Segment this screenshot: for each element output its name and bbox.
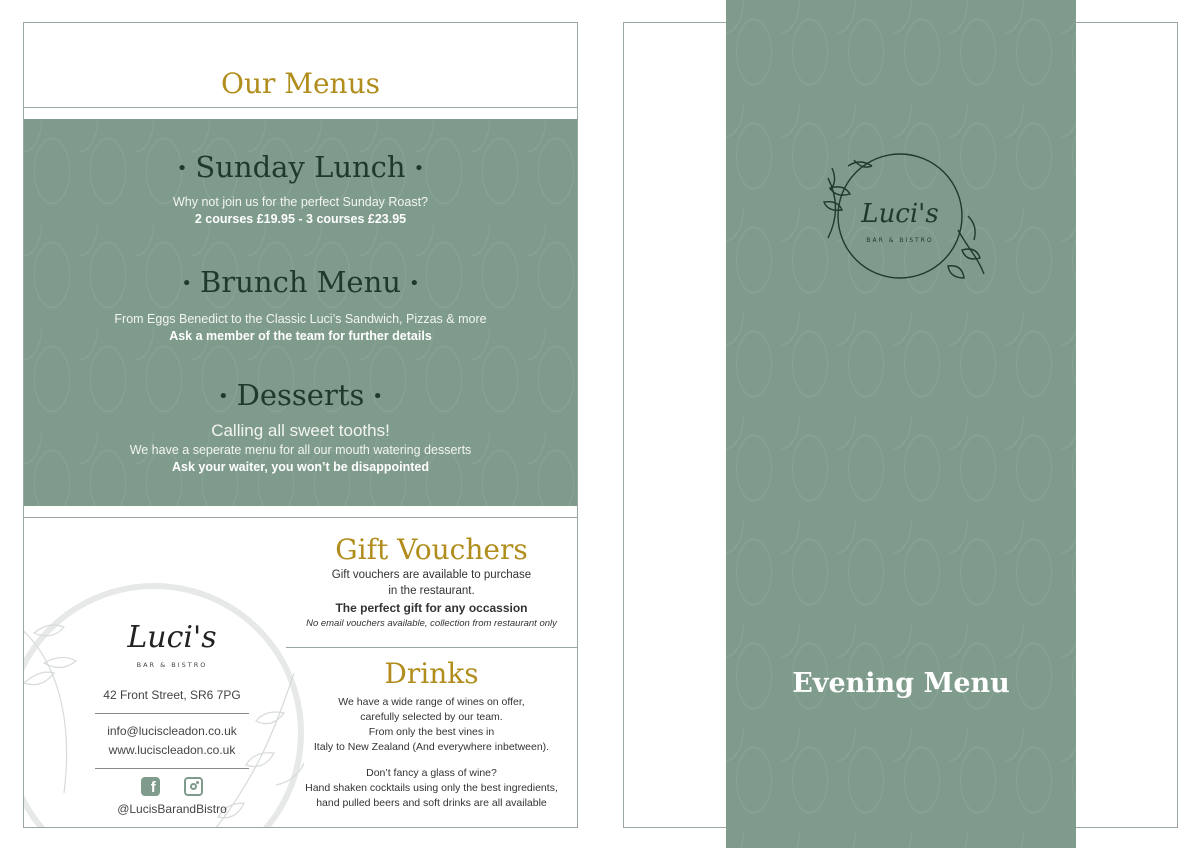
desserts-note: Ask your waiter, you won’t be disappointed <box>172 460 429 474</box>
cover-strip <box>726 0 1076 848</box>
our-menus-title: Our Menus <box>221 67 380 100</box>
website-link[interactable]: www.luciscleadon.co.uk <box>108 743 236 757</box>
email-link[interactable]: info@luciscleadon.co.uk <box>107 724 237 738</box>
drinks-line: Don’t fancy a glass of wine? <box>366 767 497 779</box>
lucis-cover-logo <box>808 138 992 298</box>
lucis-logo <box>72 603 272 671</box>
drinks-line: We have a wide range of wines on offer, <box>338 696 525 708</box>
brunch-desc: From Eggs Benedict to the Classic Luci’s Sandwich, Pizzas & more <box>114 312 487 326</box>
vouchers-line: Gift vouchers are available to purchase <box>331 569 532 581</box>
desserts-section <box>24 378 577 476</box>
divider <box>95 768 249 769</box>
bullet-icon: • <box>372 386 383 407</box>
sunday-lunch-section <box>24 150 577 228</box>
brunch-section <box>24 265 577 345</box>
cover-logo-sub: BAR & BISTRO <box>866 237 934 244</box>
drinks-line: hand pulled beers and soft drinks are all available <box>316 797 547 809</box>
bullet-icon: • <box>218 386 229 407</box>
evening-menu-title: Evening Menu <box>792 668 1010 699</box>
bullet-icon: • <box>408 273 420 294</box>
brunch-heading: Brunch Menu <box>200 265 401 299</box>
drinks-line: Hand shaken cocktails using only the best ingredients, <box>305 782 558 794</box>
social-icons <box>72 777 272 796</box>
vouchers-line: in the restaurant. <box>388 585 475 597</box>
divider <box>24 107 577 108</box>
brunch-note: Ask a member of the team for further details <box>169 329 432 343</box>
sunday-lunch-desc: Why not join us for the perfect Sunday Roast? <box>173 195 428 209</box>
bullet-icon: • <box>413 158 425 179</box>
drinks-line: carefully selected by our team. <box>360 711 503 723</box>
bullet-icon: • <box>181 273 193 294</box>
drinks-line: Italy to New Zealand (And everywhere inbetween). <box>313 741 550 753</box>
social-handle[interactable]: @LucisBarandBistro <box>117 802 227 816</box>
desserts-heading: Desserts <box>236 378 365 412</box>
divider <box>24 517 577 518</box>
logo-sub-text: BAR & BISTRO <box>136 661 208 669</box>
contact-block <box>72 603 272 819</box>
instagram-icon[interactable] <box>184 777 203 796</box>
address-text: 42 Front Street, SR6 7PG <box>103 688 241 702</box>
logo-script-text: Luci's <box>127 620 217 655</box>
drinks-line: From only the best vines in <box>368 726 495 738</box>
sunday-lunch-heading: Sunday Lunch <box>195 150 406 184</box>
desserts-desc: We have a seperate menu for all our mouth watering desserts <box>129 443 472 457</box>
drinks-title: Drinks <box>384 657 479 690</box>
desserts-tagline: Calling all sweet tooths! <box>211 421 390 440</box>
gift-vouchers-title: Gift Vouchers <box>335 533 528 566</box>
cover-logo-script: Luci's <box>861 199 939 229</box>
menus-band <box>24 119 577 506</box>
bullet-icon: • <box>176 158 188 179</box>
divider <box>95 713 249 714</box>
vouchers-note: No email vouchers available, collection from restaurant only <box>306 618 557 629</box>
left-menu-page <box>23 22 578 828</box>
vouchers-tagline: The perfect gift for any occassion <box>335 601 528 615</box>
sunday-lunch-prices: 2 courses £19.95 - 3 courses £23.95 <box>194 212 407 226</box>
facebook-icon[interactable] <box>141 777 160 796</box>
